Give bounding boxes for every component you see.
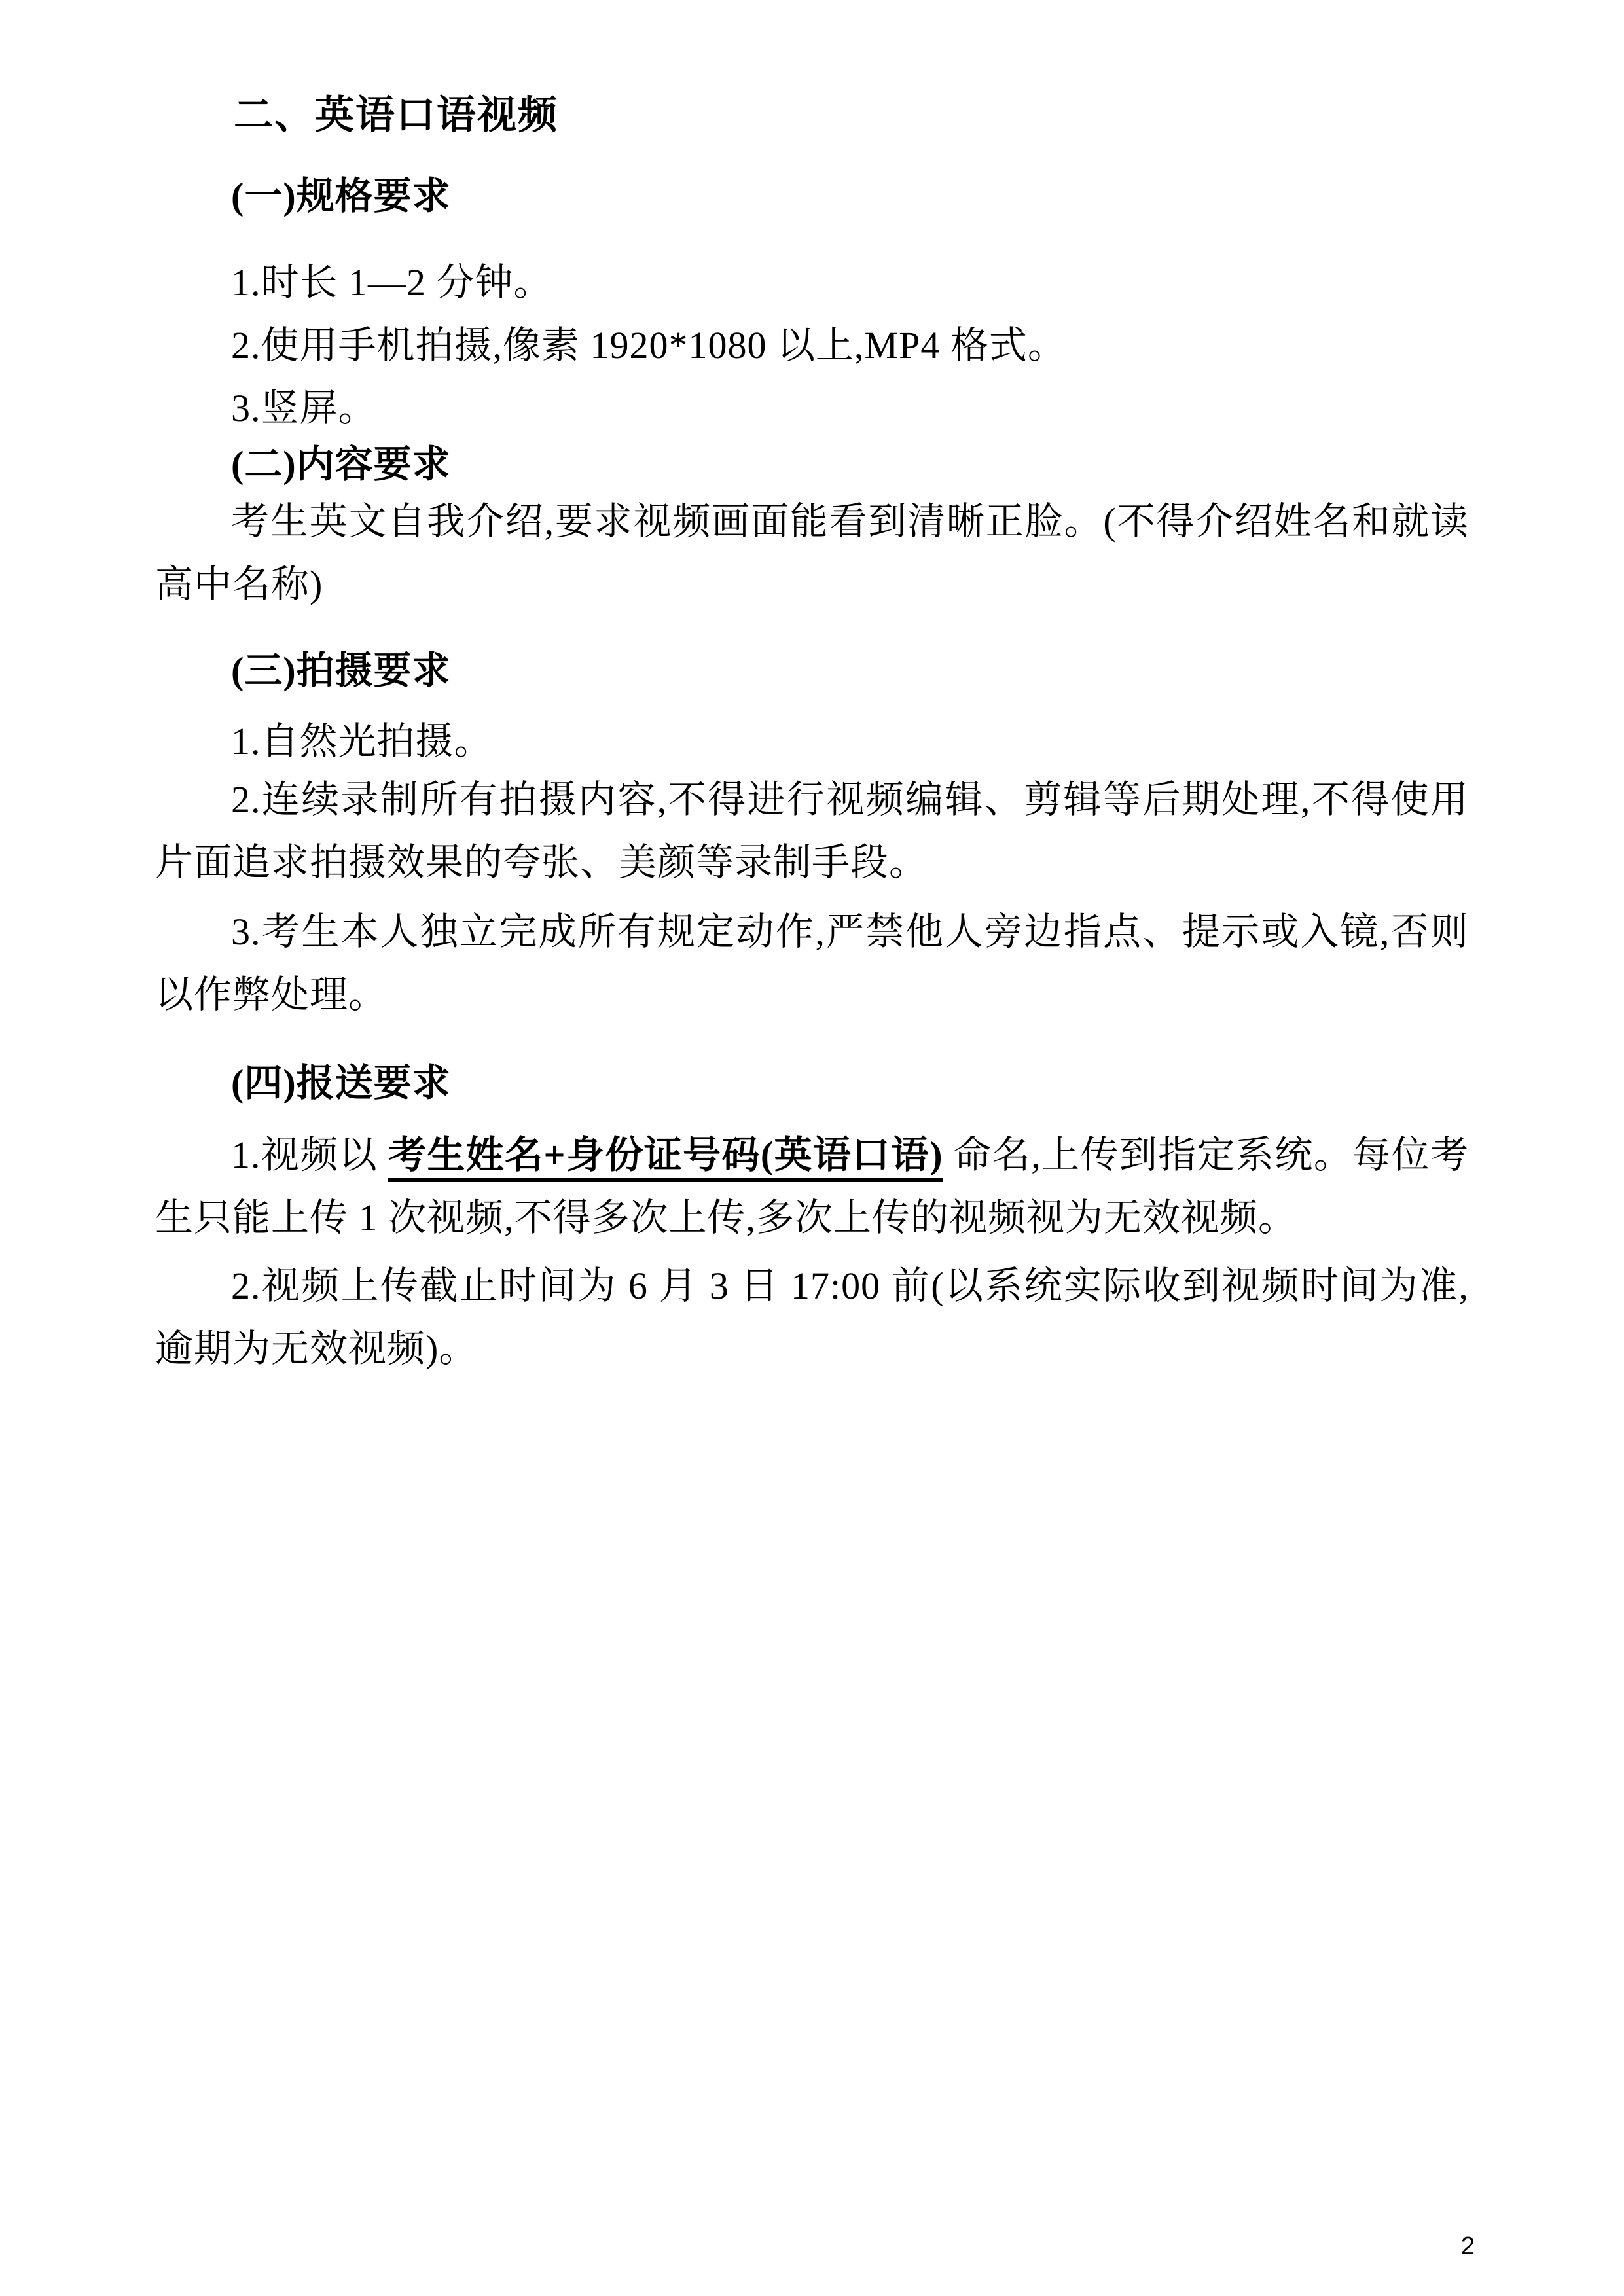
shooting-item-no-editing: 2.连续录制所有拍摄内容,不得进行视频编辑、剪辑等后期处理,不得使用片面追求拍摄效果的夸张、美颜等录制手段。 [155, 778, 1469, 884]
naming-emphasis-text: 考生姓名+身份证号码(英语口语) [388, 1134, 943, 1176]
content-requirement-paragraph: 考生英文自我介绍,要求视频画面能看到清晰正脸。(不得介绍姓名和就读高中名称) [155, 500, 1469, 605]
section-heading-content: (二)内容要求 [231, 443, 451, 486]
naming-prefix-text: 1.视频以 [231, 1134, 388, 1176]
document-title: 二、英语口语视频 [234, 93, 558, 137]
spec-item-orientation: 3.竖屏。 [231, 387, 377, 429]
shooting-item-lighting: 1.自然光拍摄。 [231, 720, 493, 762]
naming-suffix-text: 命名,上传到指定系统。每位考生只能上传 1 次视频,不得多次上传,多次上传的视频视为无效视频。 [155, 1134, 1469, 1239]
section-heading-specs: (一)规格要求 [231, 175, 451, 217]
submission-item-naming [155, 1124, 1469, 1249]
submission-item-deadline: 2.视频上传截止时间为 6 月 3 日 17:00 前(以系统实际收到视频时间为准,逾期为无效视频)。 [155, 1265, 1469, 1370]
section-heading-shooting: (三)拍摄要求 [231, 649, 451, 692]
spec-item-resolution: 2.使用手机拍摄,像素 1920*1080 以上,MP4 格式。 [231, 324, 1066, 367]
spec-item-duration: 1.时长 1—2 分钟。 [231, 261, 552, 304]
page-number: 2 [1460, 2233, 1475, 2260]
shooting-item-independence: 3.考生本人独立完成所有规定动作,严禁他人旁边指点、提示或入镜,否则以作弊处理。 [155, 910, 1469, 1016]
section-heading-submission: (四)报送要求 [231, 1062, 451, 1104]
